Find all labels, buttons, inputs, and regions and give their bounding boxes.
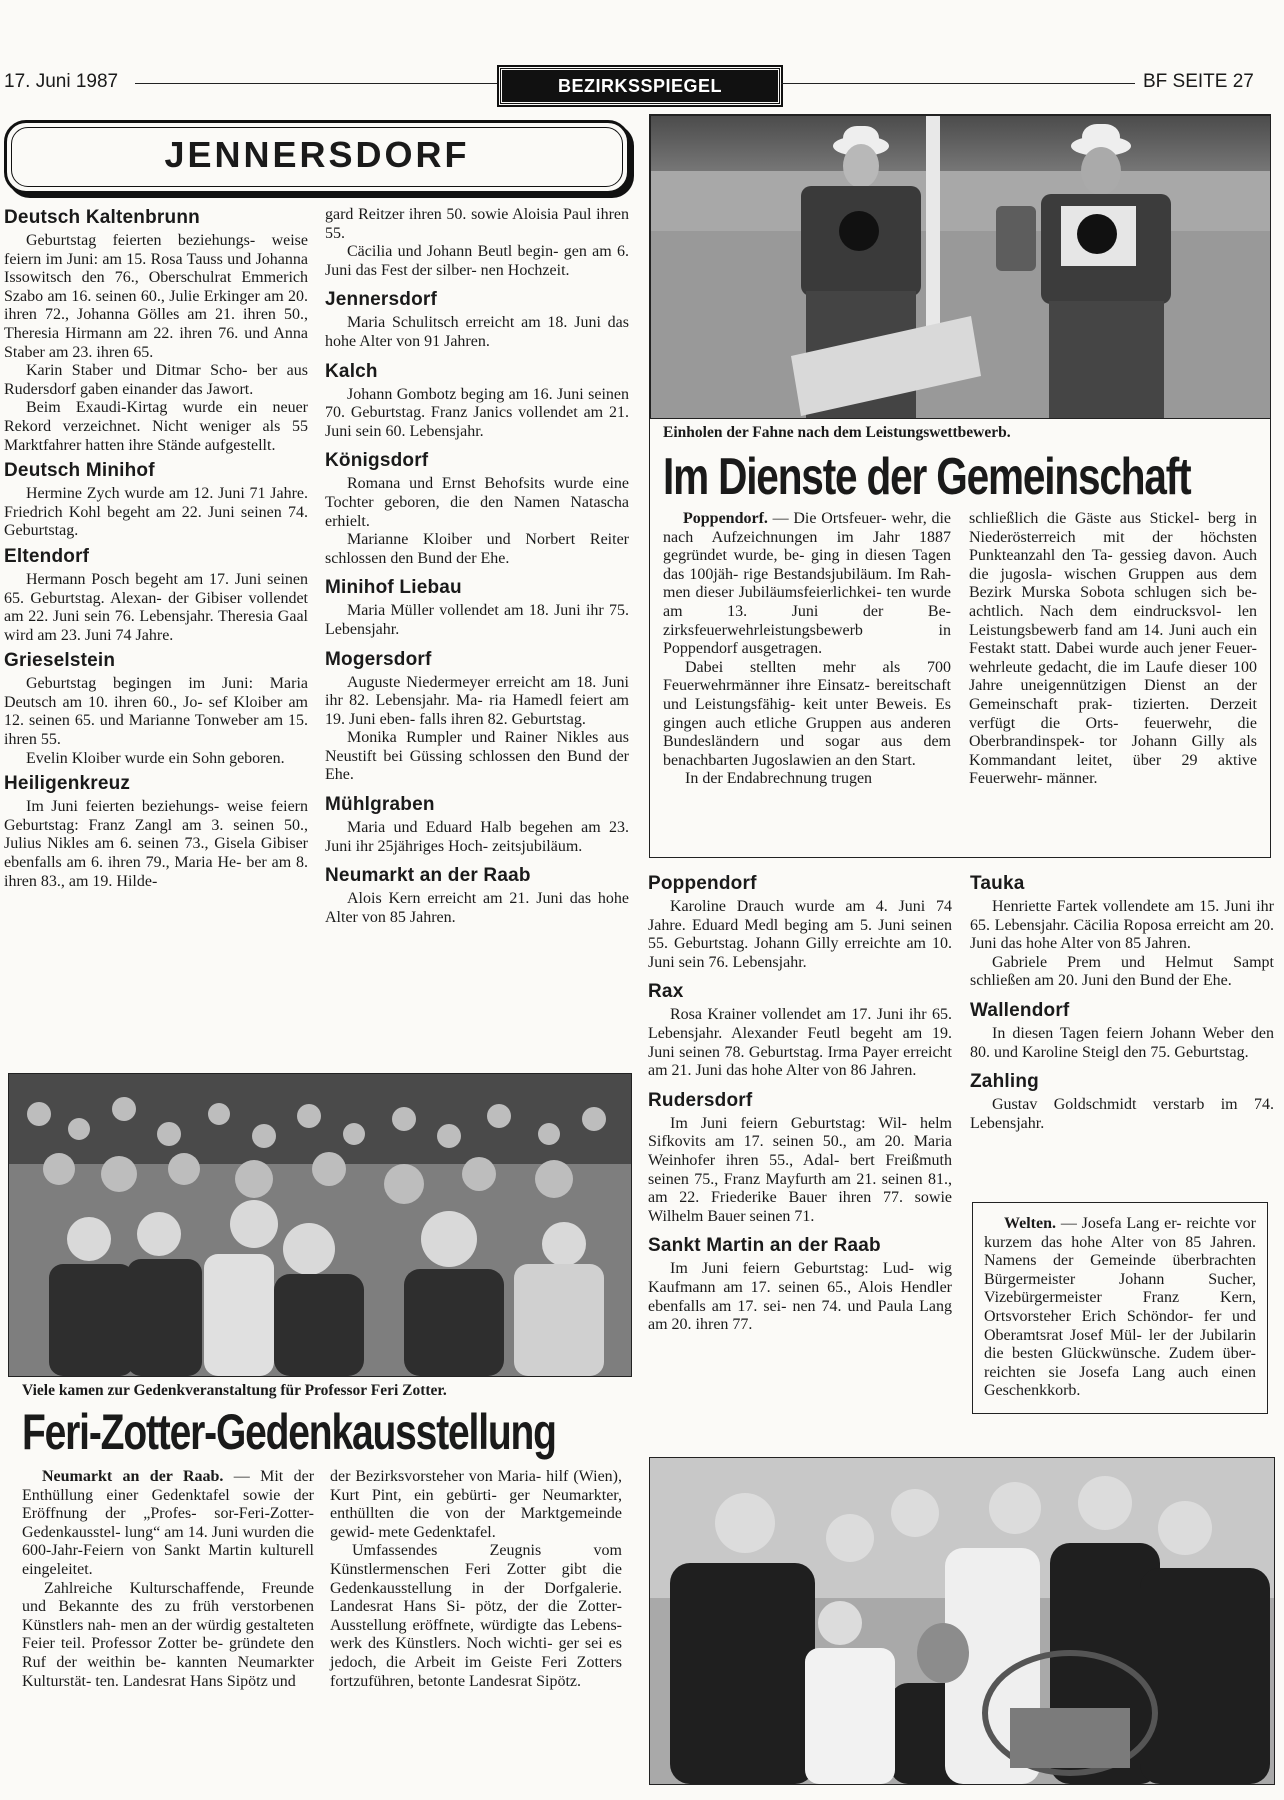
firefighters-photo (650, 115, 1271, 419)
news-heading: Eltendorf (4, 545, 90, 567)
news-item (325, 793, 629, 856)
news-heading: Wallendorf (970, 999, 1070, 1021)
news-paragraph: Zahlreiche Kulturschaffende, Freunde und Bekannte des zu früh verstorbenen Künstlers nah- men an der würdig gestalteten Feier teil. Professor Zotter be- gründete den Ruf der weithin be- kannten Neumarkter Kulturstät- ten. Landesrat Hans Sipötz und (22, 1579, 314, 1690)
news-paragraph: Johann Gombotz beging am 16. Juni seinen 70. Geburtstag. Franz Janics vollendet am 21. Juni sein 60. Lebensjahr. (325, 385, 629, 440)
news-heading: Zahling (970, 1071, 1039, 1093)
news-paragraph: Dabei stellten mehr als 700 Feuerwehrmänner ihre Einsatz- bereitschaft und Leistungsfähig- keit unter Beweis. Es gingen auch etliche Gruppen aus anderen Bundesländern und sogar aus dem benachbarten Jugoslawien an den Start. (663, 658, 951, 769)
news-paragraph: — Josefa Lang er- reichte vor kurzem das hohe Alter von 85 Jahren. Namens der Gemeinde überbrachten Bürgermeister Johann Sucher, Vizebürgermeister Franz Kern, Ortsvorsteher Erich Schöndor- fer und Oberamtsrat Josef Mül- ler der Jubilarin die besten Glückwünsche. Zudem über- reichten sie Josefa Lang auch einen Geschenkkorb. (984, 1215, 1256, 1400)
news-paragraph: Maria Müller vollendet am 18. Juni ihr 75. Lebensjahr. (325, 602, 629, 638)
news-heading: Deutsch Kaltenbrunn (4, 207, 200, 228)
fire-article-dateline: Poppendorf. (683, 510, 768, 527)
news-heading: Rudersdorf (648, 1089, 753, 1111)
news-paragraph: Auguste Niedermeyer erreicht am 18. Juni ihr 82. Lebensjahr. Ma- ria Hamedl feiert am 19. Juni eben- falls ihren 82. Geburtstag. (325, 673, 629, 728)
jubilee-group-photo-image (650, 1458, 1274, 1784)
news-column-right-1 (648, 868, 952, 1335)
news-heading: Jennersdorf (325, 289, 438, 311)
news-item (4, 545, 308, 645)
news-item (325, 288, 629, 351)
news-heading: Kalch (325, 360, 378, 382)
zotter-article-headline: Feri-Zotter-Gedenkausstellung (22, 1404, 556, 1460)
news-paragraph: Marianne Kloiber und Norbert Reiter schlossen den Bund der Ehe. (325, 531, 629, 567)
jubilee-group-photo (649, 1457, 1275, 1785)
news-heading: Deutsch Minihof (4, 460, 155, 482)
news-paragraph: Cäcilia und Johann Beutl begin- gen am 6. Juni das Fest der silber- nen Hochzeit. (325, 243, 629, 279)
fire-photo-caption: Einholen der Fahne nach dem Leistungswettbewerb. (663, 424, 1011, 441)
news-paragraph: Im Juni feiern Geburtstag: Lud- wig Kaufmann am 17. seinen 65., Alois Hendler ebenfalls am 17. sei- nen 74. und Paula Lang am 20. ihren 77. (648, 1260, 952, 1334)
news-item (4, 459, 308, 541)
news-paragraph: Evelin Kloiber wurde ein Sohn geboren. (26, 749, 285, 767)
news-heading: Grieselstein (4, 650, 116, 672)
news-item (4, 772, 308, 891)
news-column-left-1 (4, 202, 308, 891)
news-item (325, 864, 629, 927)
news-item (325, 576, 629, 639)
crowd-photo-image (9, 1074, 631, 1376)
header-date: 17. Juni 1987 (4, 71, 119, 92)
news-paragraph: Karoline Drauch wurde am 4. Juni 74 Jahre. Eduard Medl beging am 5. Juni seinen 55. Geburtstag. Johann Gilly erreichte am 10. Juni sein 76. Lebensjahr. (648, 898, 952, 971)
section-badge (499, 67, 781, 105)
fire-article-col1 (663, 510, 951, 789)
news-paragraph: der Bezirksvorsteher von Maria- hilf (Wien), Kurt Pint, ein gebürti- ger Neumarkter, enthüllten die von der Marktgemeinde gewid- mete Gedenktafel. (330, 1468, 622, 1541)
zotter-article-col1 (22, 1468, 314, 1691)
fire-article-headline: Im Dienste der Gemeinschaft (663, 448, 1191, 506)
news-paragraph: schließlich die Gäste aus Stickel- berg in Niederösterreich mit der höchsten Punkteanzahl den Ta- gessieg davon. Auch die jugosla- wischen Gruppen aus dem Bezirk Murska Sobota schlugen sich be- achtlich. Nach dem eindrucksvol- len Leistungsbewerb fand am 14. Juni auch ein Festakt statt. Dabei wurde auch jener Feuer- wehrleute gedacht, die im Laufe dieser 100 Jahre uneigennützigen Dienst an der Gemeinschaft prak- tizierten. Derzeit verfügt die Orts- feuerwehr, die Oberbrandinspek- tor Johann Gilly als Kommandant leitet, über 29 aktive Feuerwehr- männer. (969, 510, 1257, 788)
news-paragraph: Umfassendes Zeugnis vom Künstlermenschen Feri Zotter gibt die Gedenkausstellung in der Dorfgalerie. Landesrat Hans Si- pötz, der die Zotter-Ausstellung eröffnete, würdigte das Lebens- werk des Künstlers. Noch wichti- ger sei es jedoch, die Arbeit im Geiste Feri Zotters fortzuführen, betonte Landesrat Sipötz. (330, 1542, 622, 1690)
news-paragraph: Maria und Eduard Halb begehen am 23. Juni ihr 25jähriges Hoch- zeitsjubiläum. (325, 819, 629, 855)
news-paragraph: Im Juni feierten beziehungs- weise feiern Geburtstag: Franz Zangl am 3. seinen 50., Julius Nikles am 6. seinen 73., Gisela Gibiser ebenfalls am 6. ihren 79., Maria He- ber am 8. ihren 83., am 19. Hilde- (4, 798, 308, 890)
news-item (325, 449, 629, 568)
news-item (970, 1070, 1274, 1133)
news-item (648, 872, 952, 972)
news-heading: Rax (648, 981, 684, 1003)
crowd-photo (8, 1073, 632, 1377)
news-paragraph: Romana und Ernst Behofsits wurde eine Tochter geboren, die den Namen Natascha erhielt. (325, 475, 629, 530)
news-heading: Königsdorf (325, 450, 429, 472)
news-heading: Sankt Martin an der Raab (648, 1235, 881, 1257)
header-rule-right (781, 83, 1135, 84)
town-banner (4, 120, 630, 194)
news-heading: Minihof Liebau (325, 577, 462, 599)
news-item (648, 1234, 952, 1334)
news-paragraph: Gustav Goldschmidt verstarb im 74. Lebensjahr. (970, 1096, 1274, 1132)
news-paragraph: Karin Staber und Ditmar Scho- ber aus Rudersdorf gaben einander das Jawort. (4, 362, 308, 398)
news-paragraph: Alois Kern erreicht am 21. Juni das hohe Alter von 85 Jahren. (325, 890, 629, 926)
news-paragraph: Im Juni feiern Geburtstag: Wil- helm Sifkovits am 17. seinen 50., am 20. Maria Weinhofer ihren 55., Adal- bert Freißmuth seinen 75., Franz Mayfurth am 21. seinen 81., am 22. Friederike Bauer ihren 77. sowie Wilhelm Bauer seinen 71. (648, 1114, 952, 1225)
news-item (648, 1089, 952, 1227)
header-rule-left (135, 83, 497, 84)
news-item (970, 999, 1274, 1062)
fire-article-headline-wrap (663, 448, 1263, 508)
news-paragraph: Hermann Posch begeht am 17. Juni seinen 65. Geburtstag. Alexan- der Gibiser vollendet am 22. Juni sein 76. Lebensjahr. Theresia Gaal wird am 23. Juni 74 Jahre. (4, 570, 308, 644)
fire-article-col2 (969, 510, 1257, 789)
news-heading: Neumarkt an der Raab (325, 865, 531, 887)
news-paragraph: Beim Exaudi-Kirtag wurde ein neuer Rekord verzeichnet. Nicht weniger als 55 Marktfahrer hatten ihre Stände aufgestellt. (4, 399, 308, 454)
zotter-headline-wrap (22, 1404, 622, 1464)
news-heading: Tauka (970, 873, 1025, 894)
news-item (4, 206, 308, 455)
news-paragraph: In diesen Tagen feiern Johann Weber den 80. und Karoline Steigl den 75. Geburtstag. (970, 1024, 1274, 1061)
firefighters-photo-image (651, 116, 1270, 418)
news-item (325, 360, 629, 442)
news-paragraph: Rosa Krainer vollendet am 17. Juni ihr 65. Lebensjahr. Alexander Feutl begeht am 19. Juni seinen 78. Geburtstag. Irma Payer erreicht am 21. Juni das hohe Alter von 86 Jahren. (648, 1006, 952, 1080)
zotter-article-col2 (330, 1468, 622, 1691)
news-heading: Mühlgraben (325, 794, 435, 816)
news-item (648, 980, 952, 1080)
news-paragraph: Geburtstag feierten beziehungs- weise feiern im Juni: am 15. Rosa Tauss und Johanna Issowitsch den 76., Oberschulrat Emmerich Szabo am 16. seinen 60., Julie Erkinger am 20. ihren 72., Johanna Gölles am 21. ihren 50., Theresia Hirmann am 22. ihren 76. und Anna Staber am 23. ihren 65. (4, 232, 308, 361)
news-heading: Mogersdorf (325, 648, 432, 670)
crowd-photo-caption: Viele kamen zur Gedenkveranstaltung für Professor Feri Zotter. (22, 1382, 447, 1399)
news-column-right-2 (970, 868, 1274, 1133)
welten-dateline: Welten. (1004, 1215, 1056, 1232)
news-paragraph: In der Endabrechnung trugen (685, 770, 873, 788)
news-paragraph: — Die Ortsfeuer- wehr, die nach Aufzeichnungen im Jahr 1887 gegründet wurde, be- ging in diesen Tagen das 100jäh- rige Bestandsjubiläum. Im Rah- men dieser Jubiläumsfeierlichkei- ten wurde am 13. Juni der Be- zirksfeuerwehrleistungsbewerb in Poppendorf ausgetragen. (663, 510, 951, 658)
welten-box (972, 1202, 1268, 1414)
news-item (325, 648, 629, 786)
news-paragraph: Geburtstag begingen im Juni: Maria Deutsch am 10. ihren 60., Jo- sef Kloiber am 12. seinen 65. und Marianne Tonweber am 15. ihren 55. (4, 675, 308, 749)
news-item (325, 206, 629, 280)
news-paragraph: Maria Schulitsch erreicht am 18. Juni das hohe Alter von 91 Jahren. (325, 314, 629, 350)
section-badge-label: BEZIRKSSPIEGEL (557, 76, 723, 96)
news-item (970, 872, 1274, 991)
news-paragraph: Hermine Zych wurde am 12. Juni 71 Jahre. Friedrich Kohl begeht am 22. Juni seinen 74. Geburtstag. (4, 485, 308, 540)
header-page: BF SEITE 27 (1143, 71, 1254, 92)
news-paragraph: gard Reitzer ihren 50. sowie Aloisia Paul ihren 55. (325, 206, 629, 242)
news-paragraph: Gabriele Prem und Helmut Sampt schließen am 20. Juni den Bund der Ehe. (970, 953, 1274, 990)
zotter-article-dateline: Neumarkt an der Raab. (42, 1468, 224, 1485)
town-banner-title: JENNERSDORF (164, 134, 470, 175)
news-paragraph: Henriette Fartek vollendete am 15. Juni ihr 65. Lebensjahr. Cäcilia Roposa erreicht am 20. Juni das hohe Alter von 85 Jahren. (970, 898, 1274, 953)
news-heading: Heiligenkreuz (4, 773, 131, 795)
news-heading: Poppendorf (648, 873, 757, 894)
news-paragraph: Monika Rumpler und Rainer Nikles aus Neustift bei Güssing schlossen den Bund der Ehe. (325, 729, 629, 784)
news-paragraph: — Mit der Enthüllung einer Gedenktafel sowie der Eröffnung der „Profes- sor-Feri-Zotter-Gedenkausstel- lung“ am 14. Juni wurden die 600-Jahr-Feiern von Sankt Martin kulturell eingeleitet. (22, 1468, 315, 1578)
news-column-left-2 (325, 206, 629, 927)
news-item (4, 649, 308, 768)
